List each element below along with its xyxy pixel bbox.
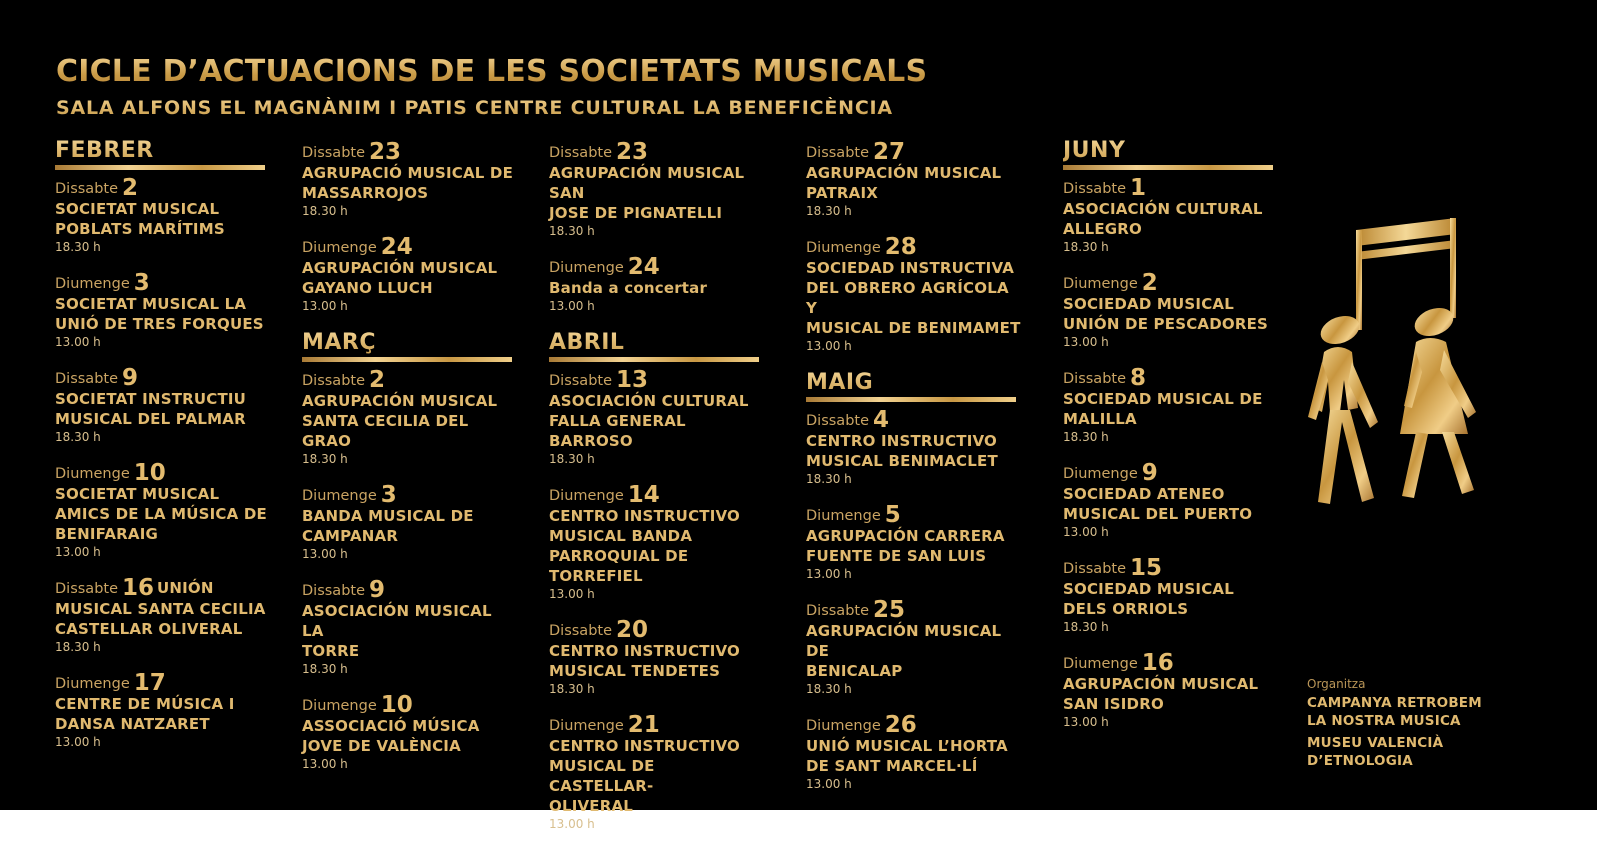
- month-title: FEBRER: [55, 138, 154, 163]
- event-society-name: ASOCIACIÓN CULTURAL FALLA GENERAL BARROSO: [549, 392, 749, 450]
- event-item: [806, 713, 1021, 793]
- event-date-line: [55, 461, 270, 484]
- event-item: [806, 503, 1021, 583]
- event-weekday: Diumenge: [549, 488, 624, 504]
- event-day-number: 16: [122, 575, 155, 601]
- month-section: [549, 140, 764, 315]
- event-time: 18.30 h: [549, 224, 595, 238]
- event-day-number: 4: [873, 407, 890, 433]
- event-society-name: SOCIEDAD MUSICAL DELS ORRIOLS: [1063, 580, 1234, 618]
- event-item: [1063, 461, 1278, 541]
- event-day-number: 14: [627, 482, 660, 508]
- event-item: [806, 140, 1021, 220]
- event-day-number: 20: [616, 617, 649, 643]
- event-day-number: 2: [369, 367, 386, 393]
- schedule-column-2: [302, 140, 517, 788]
- event-time: 18.30 h: [55, 640, 101, 654]
- event-society-name: CENTRO INSTRUCTIVO MUSICAL BANDA PARROQUIAL DE TORREFIEL: [549, 507, 740, 585]
- event-time: 13.00 h: [806, 567, 852, 581]
- event-date-line: [55, 671, 270, 694]
- event-weekday: Dissabte: [55, 581, 118, 597]
- month-title: JUNY: [1063, 138, 1126, 163]
- event-weekday: Diumenge: [549, 718, 624, 734]
- event-date-line: [806, 408, 1021, 431]
- event-weekday: Diumenge: [302, 240, 377, 256]
- month-section: [549, 330, 764, 833]
- month-section: [302, 330, 517, 773]
- event-item: [806, 408, 1021, 488]
- event-day-number: 24: [380, 234, 413, 260]
- event-society-name: MUSICAL SANTA CECILIA CASTELLAR OLIVERAL: [55, 600, 266, 638]
- organiser-campaign: CAMPANYA RETROBEM LA NOSTRA MUSICA: [1307, 695, 1482, 729]
- organiser-label: Organitza: [1307, 677, 1366, 691]
- event-society-name: SOCIETAT MUSICAL AMICS DE LA MÚSICA DE BENIFARAIG: [55, 485, 267, 543]
- event-day-number: 13: [616, 367, 649, 393]
- event-day-number: 8: [1130, 365, 1147, 391]
- event-day-number: 26: [884, 712, 917, 738]
- poster-subtitle: SALA ALFONS EL MAGNÀNIM I PATIS CENTRE CULTURAL LA BENEFICÈNCIA: [56, 97, 893, 119]
- event-date-line: [806, 503, 1021, 526]
- event-day-number: 5: [884, 502, 901, 528]
- event-item: [302, 140, 517, 220]
- event-weekday: Dissabte: [806, 145, 869, 161]
- event-item: [55, 176, 270, 256]
- event-weekday: Diumenge: [806, 508, 881, 524]
- event-date-line: [549, 618, 764, 641]
- event-day-number: 2: [1141, 270, 1158, 296]
- event-item: [549, 618, 764, 698]
- month-divider: [549, 357, 759, 362]
- event-date-line: [806, 140, 1021, 163]
- event-date-line: [1063, 366, 1278, 389]
- event-weekday: Diumenge: [302, 488, 377, 504]
- event-weekday: Diumenge: [1063, 466, 1138, 482]
- event-weekday: Diumenge: [55, 276, 130, 292]
- event-item: [549, 140, 764, 240]
- event-date-line: [549, 255, 764, 278]
- month-section: [806, 370, 1021, 793]
- event-weekday: Dissabte: [1063, 561, 1126, 577]
- organiser-block: [1307, 676, 1507, 770]
- event-weekday: Diumenge: [55, 466, 130, 482]
- month-section: [1063, 138, 1278, 731]
- schedule-column-3: [549, 140, 764, 848]
- event-weekday: Dissabte: [549, 623, 612, 639]
- event-weekday: Dissabte: [1063, 371, 1126, 387]
- event-society-name: SOCIEDAD INSTRUCTIVA DEL OBRERO AGRÍCOLA Y MUSICAL DE BENIMAMET: [806, 259, 1021, 337]
- event-item: [549, 713, 764, 833]
- event-date-line: [549, 368, 764, 391]
- event-weekday: Dissabte: [302, 145, 365, 161]
- event-item: [55, 271, 270, 351]
- month-title: ABRIL: [549, 330, 625, 355]
- event-date-line: [549, 713, 764, 736]
- event-weekday: Diumenge: [806, 718, 881, 734]
- month-divider: [1063, 165, 1273, 170]
- event-weekday: Dissabte: [302, 373, 365, 389]
- event-weekday: Diumenge: [1063, 276, 1138, 292]
- month-divider: [55, 165, 265, 170]
- event-item: [549, 483, 764, 603]
- event-day-number: 23: [369, 139, 402, 165]
- event-weekday: Dissabte: [806, 413, 869, 429]
- poster-title: CICLE D’ACTUACIONS DE LES SOCIETATS MUSICALS: [56, 54, 928, 89]
- event-date-line: [806, 235, 1021, 258]
- event-day-number: 28: [884, 234, 917, 260]
- event-day-number: 10: [133, 460, 166, 486]
- event-time: 13.00 h: [55, 335, 101, 349]
- event-date-line: [1063, 271, 1278, 294]
- event-time: 13.00 h: [806, 777, 852, 791]
- event-date-line: [302, 578, 517, 601]
- event-society-name: AGRUPACIÓN MUSICAL DE BENICALAP: [806, 622, 1002, 680]
- event-time: 18.30 h: [55, 240, 101, 254]
- organiser-museum: MUSEU VALENCIÀ D’ETNOLOGIA: [1307, 735, 1444, 769]
- event-time: 13.00 h: [302, 299, 348, 313]
- event-society-name: AGRUPACIÓN MUSICAL GAYANO LLUCH: [302, 259, 498, 297]
- event-society-name: ASSOCIACIÓ MÚSICA JOVE DE VALÈNCIA: [302, 717, 480, 755]
- event-weekday: Diumenge: [806, 240, 881, 256]
- music-note-figures-icon: [1300, 212, 1490, 518]
- event-society-name: ASOCIACIÓN CULTURAL ALLEGRO: [1063, 200, 1263, 238]
- event-item: [55, 366, 270, 446]
- event-time: 13.00 h: [1063, 335, 1109, 349]
- event-date-line: [55, 366, 270, 389]
- event-society-name: SOCIETAT INSTRUCTIU MUSICAL DEL PALMAR: [55, 390, 247, 428]
- event-society-name: AGRUPACIÓN CARRERA FUENTE DE SAN LUIS: [806, 527, 1005, 565]
- event-society-name: AGRUPACIÓN MUSICAL SANTA CECILIA DEL GRAO: [302, 392, 498, 450]
- event-item: [1063, 271, 1278, 351]
- event-item: [1063, 176, 1278, 256]
- event-date-line: [55, 176, 270, 199]
- event-date-line: [549, 483, 764, 506]
- event-society-name: SOCIETAT MUSICAL POBLATS MARÍTIMS: [55, 200, 225, 238]
- event-time: 13.00 h: [549, 299, 595, 313]
- event-day-number: 16: [1141, 650, 1174, 676]
- event-item: [1063, 556, 1278, 636]
- event-society-name: SOCIEDAD ATENEO MUSICAL DEL PUERTO: [1063, 485, 1253, 523]
- event-weekday: Diumenge: [302, 698, 377, 714]
- event-item: [549, 255, 764, 315]
- event-society-name: CENTRE DE MÚSICA I DANSA NATZARET: [55, 695, 235, 733]
- event-item: [549, 368, 764, 468]
- event-day-number: 21: [627, 712, 660, 738]
- event-item: [806, 598, 1021, 698]
- event-time: 13.00 h: [55, 545, 101, 559]
- month-section: [55, 138, 270, 751]
- event-day-number: 10: [380, 692, 413, 718]
- event-weekday: Diumenge: [549, 260, 624, 276]
- event-time: 18.30 h: [302, 452, 348, 466]
- event-item: [302, 235, 517, 315]
- event-date-line: [1063, 556, 1278, 579]
- event-time: 13.00 h: [549, 817, 595, 831]
- event-society-name: SOCIEDAD MUSICAL UNIÓN DE PESCADORES: [1063, 295, 1269, 333]
- event-day-number: 24: [627, 254, 660, 280]
- event-date-line: [302, 368, 517, 391]
- schedule-column-5: [1063, 138, 1278, 746]
- event-day-number: 1: [1130, 175, 1147, 201]
- event-time: 18.30 h: [55, 430, 101, 444]
- schedule-column-4: [806, 140, 1021, 808]
- event-weekday: Diumenge: [1063, 656, 1138, 672]
- event-date-line: [806, 713, 1021, 736]
- event-time: 18.30 h: [302, 662, 348, 676]
- event-time: 13.00 h: [1063, 715, 1109, 729]
- event-time: 18.30 h: [549, 682, 595, 696]
- event-day-number: 3: [133, 270, 150, 296]
- event-society-name: CENTRO INSTRUCTIVO MUSICAL TENDETES: [549, 642, 740, 680]
- event-day-number: 9: [122, 365, 139, 391]
- event-time: 18.30 h: [806, 204, 852, 218]
- event-day-number: 9: [1141, 460, 1158, 486]
- event-date-line: [55, 271, 270, 294]
- event-weekday: Dissabte: [55, 371, 118, 387]
- event-society-name: UNIÓ MUSICAL L’HORTA DE SANT MARCEL·LÍ: [806, 737, 1008, 775]
- event-society-name: CENTRO INSTRUCTIVO MUSICAL BENIMACLET: [806, 432, 998, 470]
- event-item: [302, 368, 517, 468]
- event-society-name: SOCIEDAD MUSICAL DE MALILLA: [1063, 390, 1263, 428]
- event-weekday: Dissabte: [549, 145, 612, 161]
- event-time: 13.00 h: [806, 339, 852, 353]
- event-item: [55, 461, 270, 561]
- event-item: [1063, 651, 1278, 731]
- event-day-number: 9: [369, 577, 386, 603]
- event-society-name: ASOCIACIÓN MUSICAL LA TORRE: [302, 602, 492, 660]
- event-date-line: [302, 693, 517, 716]
- event-item: [302, 693, 517, 773]
- event-day-number: 2: [122, 175, 139, 201]
- event-time: 18.30 h: [549, 452, 595, 466]
- event-society-name: Banda a concertar: [549, 279, 708, 297]
- event-day-number: 27: [873, 139, 906, 165]
- event-weekday: Dissabte: [549, 373, 612, 389]
- event-weekday: Dissabte: [806, 603, 869, 619]
- event-weekday: Dissabte: [55, 181, 118, 197]
- event-society-name: AGRUPACIÓN MUSICAL SAN JOSE DE PIGNATELLI: [549, 164, 745, 222]
- month-section: [806, 140, 1021, 355]
- event-society-name: AGRUPACIÓN MUSICAL SAN ISIDRO: [1063, 675, 1259, 713]
- event-time: 13.00 h: [55, 735, 101, 749]
- event-society-name: AGRUPACIÓ MUSICAL DE MASSARROJOS: [302, 164, 514, 202]
- event-time: 18.30 h: [1063, 620, 1109, 634]
- event-date-line: [302, 483, 517, 506]
- event-time: 18.30 h: [302, 204, 348, 218]
- event-time: 13.00 h: [302, 757, 348, 771]
- event-date-line: [1063, 461, 1278, 484]
- event-society-name: AGRUPACIÓN MUSICAL PATRAIX: [806, 164, 1002, 202]
- month-title: MARÇ: [302, 330, 377, 355]
- event-time: 13.00 h: [549, 587, 595, 601]
- event-day-number: 15: [1130, 555, 1163, 581]
- event-weekday: Dissabte: [1063, 181, 1126, 197]
- event-item: [55, 671, 270, 751]
- event-time: 13.00 h: [1063, 525, 1109, 539]
- event-weekday: Diumenge: [55, 676, 130, 692]
- event-day-number: 3: [380, 482, 397, 508]
- event-date-line: [1063, 651, 1278, 674]
- schedule-column-1: [55, 138, 270, 766]
- month-title: MAIG: [806, 370, 874, 395]
- event-date-line: [1063, 176, 1278, 199]
- event-item: [806, 235, 1021, 355]
- event-weekday: Dissabte: [302, 583, 365, 599]
- event-time: 18.30 h: [806, 682, 852, 696]
- event-time: 18.30 h: [806, 472, 852, 486]
- month-section: [302, 140, 517, 315]
- event-item: [55, 576, 270, 656]
- event-day-number: 25: [873, 597, 906, 623]
- month-divider: [302, 357, 512, 362]
- month-divider: [806, 397, 1016, 402]
- event-name-start: UNIÓN: [157, 579, 214, 597]
- event-society-name: SOCIETAT MUSICAL LA UNIÓ DE TRES FORQUES: [55, 295, 264, 333]
- event-society-name: BANDA MUSICAL DE CAMPANAR: [302, 507, 474, 545]
- event-time: 18.30 h: [1063, 240, 1109, 254]
- event-date-line: [302, 235, 517, 258]
- event-date-line: [549, 140, 764, 163]
- event-time: 13.00 h: [302, 547, 348, 561]
- event-time: 18.30 h: [1063, 430, 1109, 444]
- event-date-line: [55, 576, 270, 599]
- event-item: [1063, 366, 1278, 446]
- event-day-number: 17: [133, 670, 166, 696]
- event-item: [302, 483, 517, 563]
- event-date-line: [302, 140, 517, 163]
- event-day-number: 23: [616, 139, 649, 165]
- event-item: [302, 578, 517, 678]
- event-date-line: [806, 598, 1021, 621]
- event-society-name: CENTRO INSTRUCTIVO MUSICAL DE CASTELLAR- OLIVERAL: [549, 737, 740, 815]
